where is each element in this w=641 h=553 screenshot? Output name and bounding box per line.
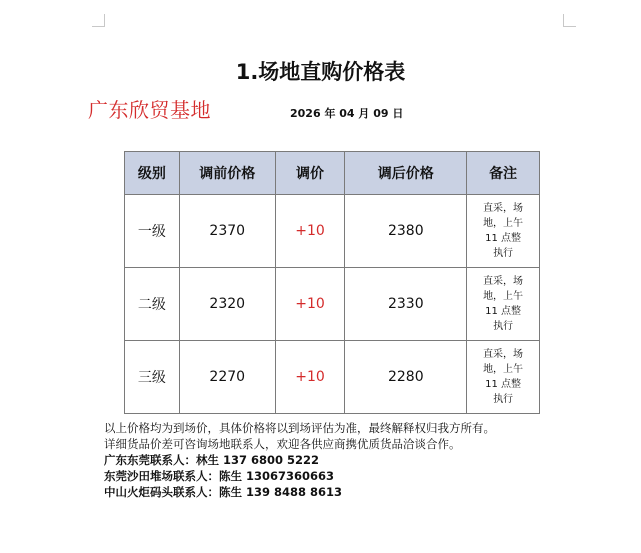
table-row: [125, 268, 540, 341]
table-row: [125, 195, 540, 268]
cell-price-after: 2280: [345, 341, 467, 414]
cell-adjustment: +10: [275, 268, 345, 341]
note-line: 地，上午: [483, 364, 524, 375]
note-line: 11 点整: [485, 233, 522, 244]
price-table: [124, 151, 540, 414]
page-title: 1.场地直购价格表: [235, 60, 406, 84]
note-line: 11 点整: [485, 306, 522, 317]
cell-grade: 一级: [125, 195, 180, 268]
note-line: 地，上午: [483, 291, 524, 302]
cell-note: [467, 341, 540, 414]
contact-line: 广东东莞联系人：林生 137 6800 5222: [104, 453, 320, 467]
cell-grade: 三级: [125, 341, 180, 414]
note-line: 地，上午: [483, 218, 524, 229]
header-grade: 级别: [125, 152, 180, 195]
note-line: 执行: [493, 394, 514, 405]
contact-line: 东莞沙田堆场联系人：陈生 13067360663: [104, 469, 335, 483]
note-line: 直采，场: [483, 276, 524, 287]
note-line: 直采，场: [483, 203, 524, 214]
header-note: 备注: [467, 152, 540, 195]
cell-adjustment: +10: [275, 341, 345, 414]
crop-mark-top-left: [92, 14, 105, 27]
table-row: [125, 341, 540, 414]
header-adjustment: 调价: [275, 152, 345, 195]
note-line: 执行: [493, 321, 514, 332]
cell-price-before: 2370: [179, 195, 275, 268]
note-line: 执行: [493, 248, 514, 259]
contact-line: 中山火炬码头联系人：陈生 139 8488 8613: [104, 485, 343, 499]
cell-price-after: 2380: [345, 195, 467, 268]
header-price-after: 调后价格: [345, 152, 467, 195]
notes-line: 以上价格均为到场价，具体价格将以到场评估为准，最终解释权归我方所有。: [104, 421, 495, 435]
cell-note: [467, 268, 540, 341]
crop-mark-top-right: [563, 14, 576, 27]
cell-grade: 二级: [125, 268, 180, 341]
cell-note: [467, 195, 540, 268]
header-price-before: 调前价格: [179, 152, 275, 195]
note-line: 直采，场: [483, 349, 524, 360]
cell-price-before: 2320: [179, 268, 275, 341]
cell-adjustment: +10: [275, 195, 345, 268]
cell-price-after: 2330: [345, 268, 467, 341]
notes-block: [104, 420, 574, 500]
table-header-row: [125, 152, 540, 195]
cell-price-before: 2270: [179, 341, 275, 414]
date-label: 2026 年 04 月 09 日: [290, 107, 404, 120]
base-name: 广东欣贸基地: [88, 98, 211, 122]
notes-line: 详细货品价差可咨询场地联系人，欢迎各供应商携优质货品洽谈合作。: [104, 437, 461, 451]
note-line: 11 点整: [485, 379, 522, 390]
